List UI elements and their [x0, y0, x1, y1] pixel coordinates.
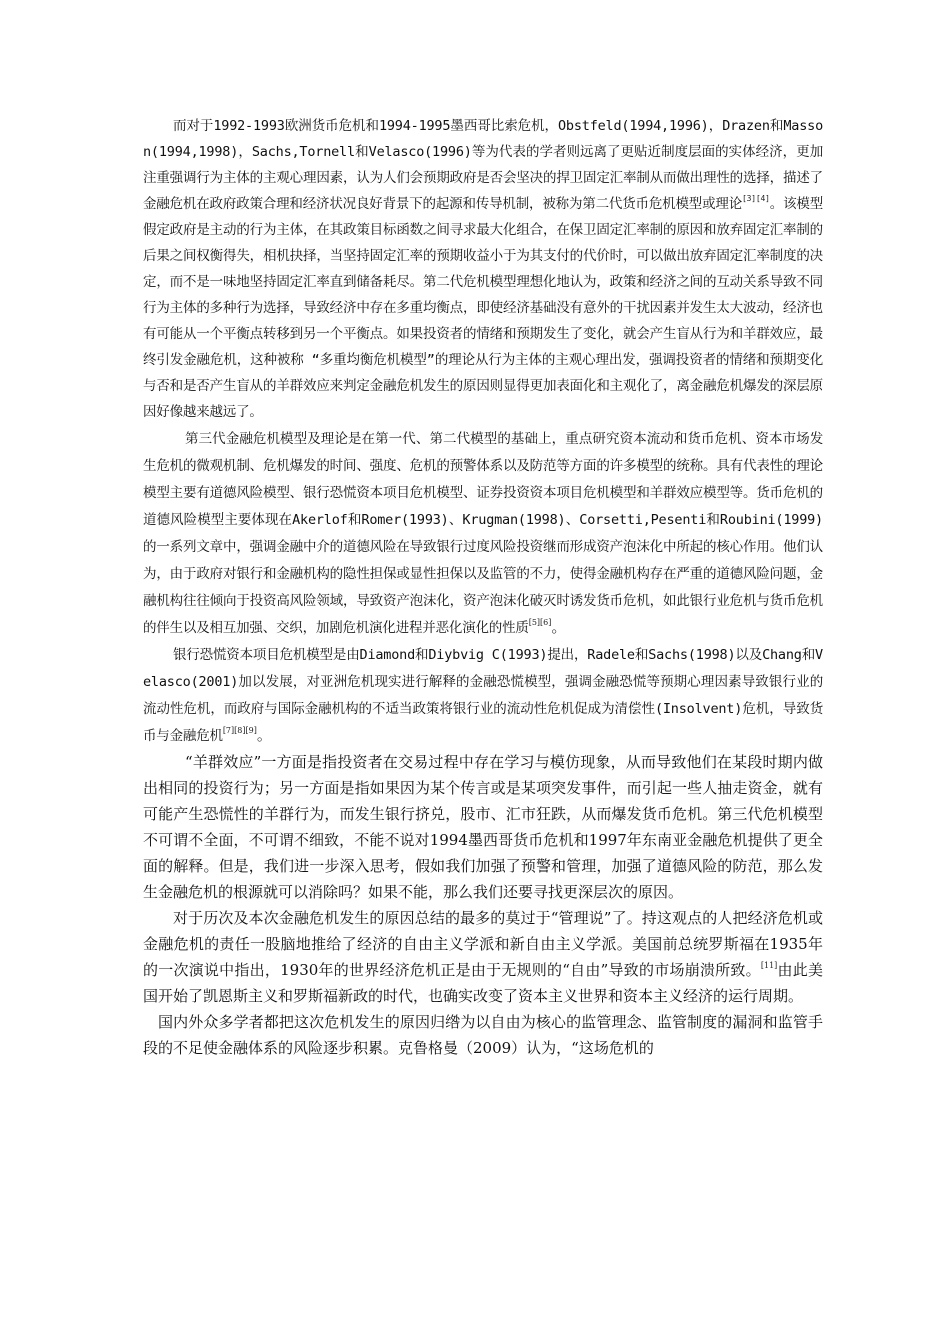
paragraph-text: 对于历次及本次金融危机发生的原因总结的最多的莫过于“管理说”了。持这观点的人把经济危机或金融危机的责任一股脑地推给了经济的自由主义学派和新自由主义学派。美国前总统罗斯福在1935年的一次演说中指出，1930年的世界经济危机正是由于无规则的“自由”导致的市场崩溃所致。	[143, 909, 823, 979]
paragraph-text-cont: 。	[256, 726, 272, 744]
citation-ref: [3][4]	[742, 194, 770, 203]
paragraph-third-generation-model	[143, 425, 823, 641]
paragraph-second-generation-model	[143, 113, 823, 425]
paragraph-text-cont: 。该模型假定政府是主动的行为主体，在其政策目标函数之间寻求最大化组合，在保卫固定汇率制的原因和放弃固定汇率制的后果之间权衡得失，相机抉择，当坚持固定汇率的预期收益小于为其支付的代价时，可以做出放弃固定汇率制度的决定，而不是一味地坚持固定汇率直到储备耗尽。第二代危机模型理想化地认为，政策和经济之间的互动关系导致不同行为主体的多种行为选择，导致经济中存在多重均衡点，即使经济基础没有意外的干扰因素并发生太大波动，经济也有可能从一个平衡点转移到另一个平衡点。如果投资者的情绪和预期发生了变化，就会产生盲从行为和羊群效应，最终引发金融危机，这种被称 “多重均衡危机模型”的理论从行为主体的主观心理出发，强调投资者的情绪和预期变化与否和是否产生盲从的羊群效应来判定金融危机发生的原因则显得更加表面化和主观化了，离金融危机爆发的深层原因好像越来越远了。	[143, 196, 823, 420]
citation-ref: [5][6]	[528, 618, 552, 627]
paragraph-text: 而对于1992-1993欧洲货币危机和1994-1995墨西哥比索危机，Obstfeld(1994,1996)，Drazen和Masson(1994,1998)，Sachs,Tornell和Velasco(1996)等为代表的学者则远离了更贴近制度层面的实体经济，更加注重强调行为主体的主观心理因素，认为人们会预期政府是否会坚决的捍卫固定汇率制从而做出理性的选择，描述了金融危机在政府政策合理和经济状况良好背景下的起源和传导机制，被称为第二代货币危机模型或理论	[143, 118, 823, 212]
paragraph-bank-panic-model	[143, 641, 823, 749]
paragraph-text-cont: 。	[551, 618, 567, 636]
paragraph-management-theory	[143, 905, 823, 1009]
paragraph-text: 第三代金融危机模型及理论是在第一代、第二代模型的基础上，重点研究资本流动和货币危机、资本市场发生危机的微观机制、危机爆发的时间、强度、危机的预警体系以及防范等方面的许多模型的统称。具有代表性的理论模型主要有道德风险模型、银行恐慌资本项目危机模型、证券投资资本项目危机模型和羊群效应模型等。货币危机的道德风险模型主要体现在Akerlof和Romer(1993)、Krugman(1998)、Corsetti,Pesenti和Roubini(1999)的一系列文章中，强调金融中介的道德风险在导致银行过度风险投资继而形成资产泡沫化中所起的核心作用。他们认为，由于政府对银行和金融机构的隐性担保或显性担保以及监管的不力，使得金融机构存在严重的道德风险问题，金融机构往往倾向于投资高风险领域，导致资产泡沫化，资产泡沫化破灭时诱发货币危机，如此银行业危机与货币危机的伴生以及相互加强、交织，加剧危机演化进程并恶化演化的性质	[143, 431, 823, 636]
paragraph-text: 银行恐慌资本项目危机模型是由Diamond和Diybvig C(1993)提出，Radele和Sachs(1998)以及Chang和Velasco(2001)加以发展，对亚洲危机现实进行解释的金融恐慌模型，强调金融恐慌等预期心理因素导致银行业的流动性危机，而政府与国际金融机构的不适当政策将银行业的流动性危机促成为清偿性(Insolvent)危机，导致货币与金融危机	[143, 647, 823, 744]
citation-ref: [7][8][9]	[222, 726, 257, 735]
paragraph-regulation-causes: 国内外众多学者都把这次危机发生的原因归绺为以自由为核心的监管理念、监管制度的漏洞和监管手段的不足使金融体系的风险逐步积累。克鲁格曼（2009）认为，“这场危机的	[143, 1013, 823, 1057]
document-page	[143, 113, 823, 1061]
paragraph-text-cont: 由此美国开始了凯恩斯主义和罗斯福新政的时代，也确实改变了资本主义世界和资本主义经济的运行周期。	[143, 961, 823, 1005]
citation-ref: [11]	[760, 961, 778, 970]
paragraph-herd-effect: “羊群效应”一方面是指投资者在交易过程中存在学习与模仿现象，从而导致他们在某段时期内做出相同的投资行为；另一方面是指如果因为某个传言或是某项突发事件，而引起一些人抽走资金，就有可能产生恐慌性的羊群行为，而发生银行挤兑，股市、汇市狂跌，从而爆发货币危机。第三代危机模型不可谓不全面，不可谓不细致，不能不说对1994墨西哥货币危机和1997年东南亚金融危机提供了更全面的解释。但是，我们进一步深入思考，假如我们加强了预警和管理，加强了道德风险的防范，那么发生金融危机的根源就可以消除吗？如果不能，那么我们还要寻找更深层次的原因。	[143, 753, 823, 901]
